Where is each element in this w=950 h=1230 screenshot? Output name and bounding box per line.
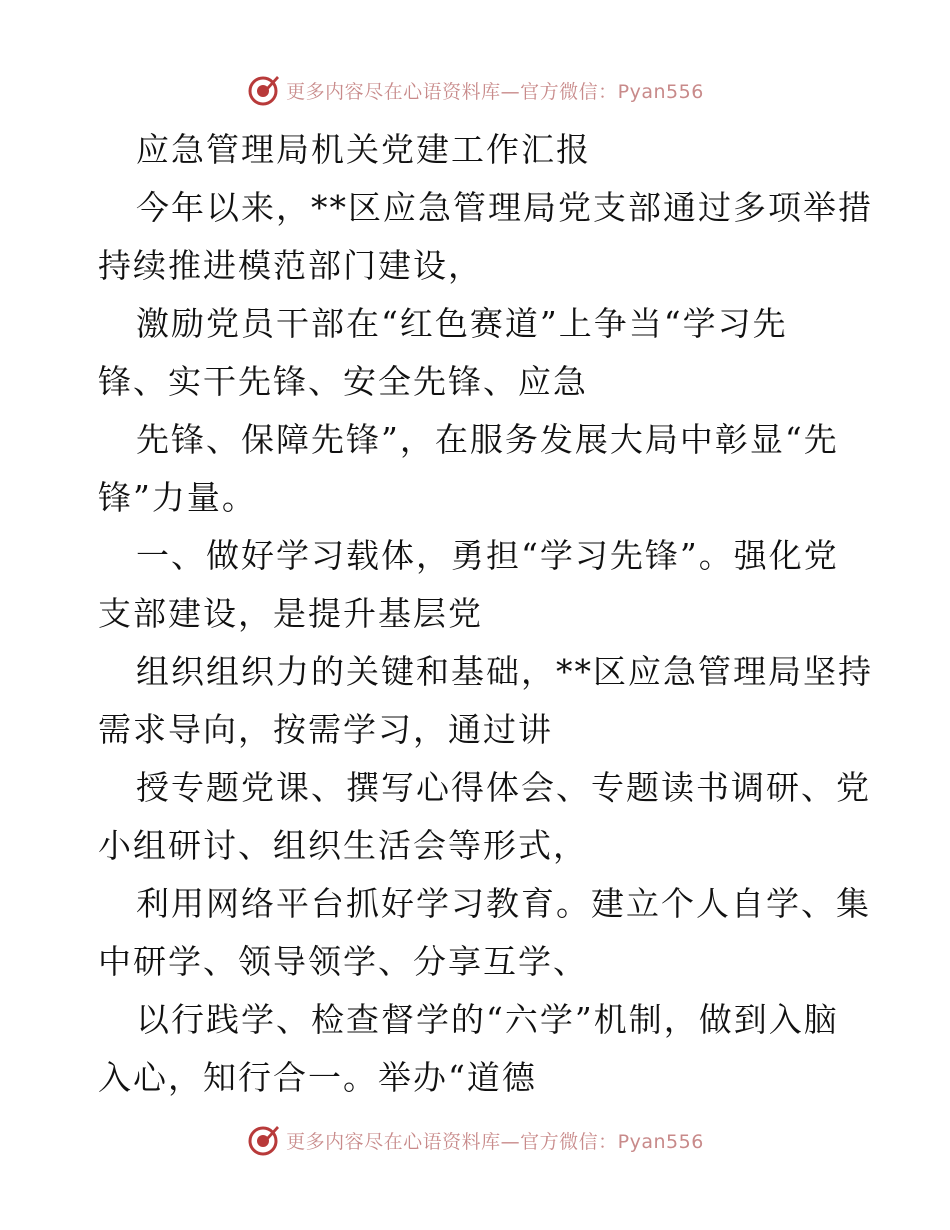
paragraph-line: 锋、实干先锋、安全先锋、应急 (98, 362, 588, 401)
paragraph-line: 小组研讨、组织生活会等形式， (98, 826, 588, 865)
document-title: 应急管理局机关党建工作汇报 (136, 130, 591, 169)
paragraph-line: 以行践学、检查督学的“六学”机制，做到入脑 (136, 1000, 839, 1039)
paragraph-line: 一、做好学习载体，勇担“学习先锋”。强化党 (136, 536, 839, 575)
paragraph-line: 先锋、保障先锋”，在服务发展大局中彰显“先 (136, 420, 839, 459)
paragraph-line: 锋”力量。 (98, 478, 257, 517)
paragraph-line: 组织组织力的关键和基础，**区应急管理局坚持 (136, 652, 873, 691)
paragraph-4 (98, 527, 858, 643)
paragraph-line: 授专题党课、撰写心得体会、专题读书调研、党 (136, 768, 871, 807)
watermark-logo-icon (246, 1123, 280, 1157)
paragraph-7 (98, 875, 871, 991)
paragraph-8 (98, 991, 858, 1107)
paragraph-line: 利用网络平台抓好学习教育。建立个人自学、集 (136, 884, 871, 923)
footer-watermark (0, 1120, 950, 1160)
paragraph-line: 中研学、领导领学、分享互学、 (98, 942, 588, 981)
watermark-logo-icon (246, 73, 280, 107)
paragraph-5 (98, 643, 873, 759)
paragraph-line: 激励党员干部在“红色赛道”上争当“学习先 (136, 304, 788, 343)
paragraph-line: 支部建设，是提升基层党 (98, 594, 483, 633)
paragraph-6 (98, 759, 871, 875)
paragraph-line: 入心，知行合一。举办“道德 (98, 1058, 537, 1097)
watermark-text: 更多内容尽在心语资料库—官方微信：Pyan556 (286, 80, 704, 103)
header-watermark (0, 70, 950, 110)
document-body (98, 121, 873, 1107)
paragraph-1 (98, 179, 873, 295)
paragraph-line: 需求导向，按需学习，通过讲 (98, 710, 553, 749)
paragraph-2 (98, 295, 858, 411)
paragraph-line: 今年以来，**区应急管理局党支部通过多项举措 (136, 188, 873, 227)
paragraph-line: 持续推进模范部门建设， (98, 246, 483, 285)
paragraph-3 (98, 411, 858, 527)
watermark-text: 更多内容尽在心语资料库—官方微信：Pyan556 (286, 1130, 704, 1153)
